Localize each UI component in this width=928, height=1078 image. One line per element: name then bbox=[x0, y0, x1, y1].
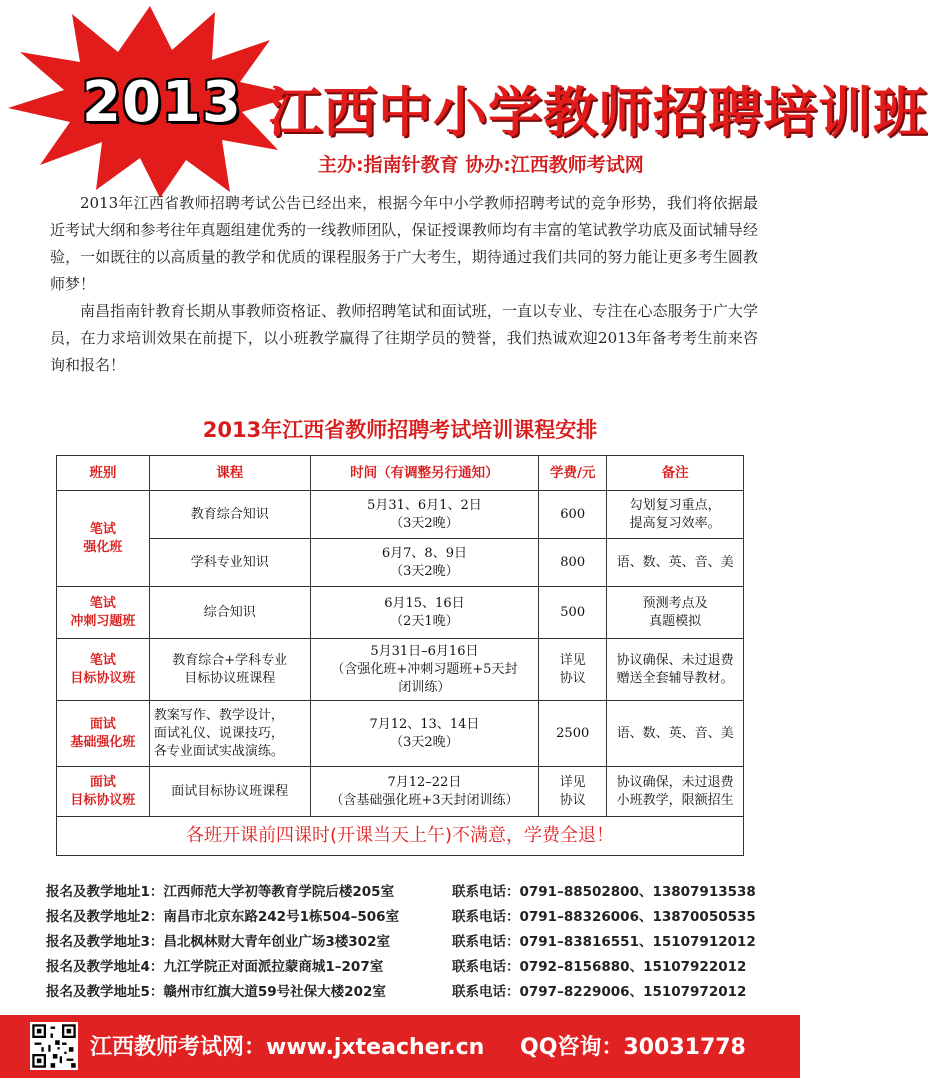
address-text: 报名及教学地址4：九江学院正对面派拉蒙商城1–207室 bbox=[46, 959, 384, 975]
time-text: （2天1晚） bbox=[390, 613, 459, 629]
note-cell bbox=[607, 587, 744, 639]
fee-cell: 800 bbox=[539, 539, 607, 587]
course-text: 各专业面试实战演练。 bbox=[153, 743, 284, 759]
table-row bbox=[57, 587, 744, 639]
class-cell bbox=[57, 587, 150, 639]
phone-text: 联系电话：0791–88326006、13870050535 bbox=[452, 909, 756, 925]
fee-text: 协议 bbox=[559, 792, 586, 808]
note-cell bbox=[607, 491, 744, 539]
fee-text: 详见 bbox=[559, 652, 586, 668]
course-cell: 教育综合知识 bbox=[149, 491, 310, 539]
fee-text: 详见 bbox=[559, 774, 586, 790]
time-text: 6月15、16日 bbox=[384, 595, 465, 611]
course-cell bbox=[149, 701, 310, 767]
address-list bbox=[46, 880, 766, 1005]
time-text: 6月7、8、9日 bbox=[381, 545, 467, 561]
course-cell: 学科专业知识 bbox=[149, 539, 310, 587]
phone-text: 联系电话：0791–88502800、13807913538 bbox=[452, 884, 756, 900]
address-row bbox=[46, 880, 766, 905]
class-name: 目标协议班 bbox=[70, 670, 136, 686]
website-link[interactable]: 江西教师考试网：www.jxteacher.cn bbox=[90, 1035, 485, 1060]
time-cell bbox=[310, 639, 539, 701]
time-text: （3天2晚） bbox=[390, 734, 459, 750]
class-cell bbox=[57, 639, 150, 701]
class-name: 面试 bbox=[89, 774, 116, 790]
note-cell: 语、数、英、音、美 bbox=[607, 539, 744, 587]
table-row bbox=[57, 491, 744, 539]
fee-cell bbox=[539, 767, 607, 817]
class-name: 笔试 bbox=[89, 652, 116, 668]
address-row bbox=[46, 905, 766, 930]
time-text: （含基础强化班+3天封闭训练） bbox=[330, 792, 519, 808]
note-cell: 语、数、英、音、美 bbox=[607, 701, 744, 767]
note-text: 赠送全套辅导教材。 bbox=[616, 670, 734, 686]
course-cell: 综合知识 bbox=[149, 587, 310, 639]
course-text: 教育综合+学科专业 bbox=[172, 652, 288, 668]
address-text: 报名及教学地址3：昌北枫林财大青年创业广场3楼302室 bbox=[46, 934, 390, 950]
qq-contact: QQ咨询：30031778 bbox=[520, 1035, 746, 1060]
table-row bbox=[57, 767, 744, 817]
class-name: 笔试 bbox=[89, 521, 116, 537]
class-name: 基础强化班 bbox=[70, 734, 136, 750]
header-time: 时间（有调整另行通知） bbox=[310, 456, 539, 491]
intro-text bbox=[50, 190, 758, 379]
time-text: 5月31日–6月16日 bbox=[370, 643, 479, 659]
footer-bar bbox=[0, 1015, 800, 1078]
note-text: 预测考点及 bbox=[642, 595, 708, 611]
fee-text: 协议 bbox=[559, 670, 586, 686]
course-cell bbox=[149, 639, 310, 701]
header-note: 备注 bbox=[607, 456, 744, 491]
time-text: （3天2晚） bbox=[390, 563, 459, 579]
qr-code-icon bbox=[30, 1022, 78, 1070]
class-cell bbox=[57, 491, 150, 587]
time-text: 闭训练） bbox=[398, 679, 451, 695]
address-row bbox=[46, 980, 766, 1005]
table-header-row bbox=[57, 456, 744, 491]
note-text: 小班教学，限额招生 bbox=[616, 792, 734, 808]
class-cell bbox=[57, 701, 150, 767]
fee-cell: 2500 bbox=[539, 701, 607, 767]
note-text: 协议确保，未过退费 bbox=[616, 774, 734, 790]
class-name: 笔试 bbox=[89, 595, 116, 611]
time-text: 7月12、13、14日 bbox=[369, 716, 480, 732]
time-cell bbox=[310, 491, 539, 539]
time-text: 5月31、6月1、2日 bbox=[367, 497, 482, 513]
refund-guarantee: 各班开课前四课时(开课当天上午)不满意，学费全退！ bbox=[57, 817, 744, 856]
note-cell bbox=[607, 639, 744, 701]
phone-text: 联系电话：0791–83816551、15107912012 bbox=[452, 934, 756, 950]
course-text: 目标协议班课程 bbox=[184, 670, 276, 686]
time-cell bbox=[310, 701, 539, 767]
guarantee-row bbox=[57, 817, 744, 856]
year-label: 2013 bbox=[82, 70, 242, 135]
phone-text: 联系电话：0792–8156880、15107922012 bbox=[452, 959, 747, 975]
time-text: 7月12–22日 bbox=[387, 774, 462, 790]
address-row bbox=[46, 955, 766, 980]
note-text: 勾划复习重点， bbox=[629, 497, 721, 513]
schedule-title: 2013年江西省教师招聘考试培训课程安排 bbox=[202, 418, 598, 442]
course-text: 教案写作、教学设计， bbox=[153, 707, 284, 723]
intro-paragraph-1: 2013年江西省教师招聘考试公告已经出来，根据今年中小学教师招聘考试的竞争形势，我们将依据最近考试大纲和参考往年真题组建优秀的一线教师团队，保证授课教师均有丰富的笔试教学功底及面试辅导经验，一如既往的以高质量的教学和优质的课程服务于广大考生，期待通过我们共同的努力能让更多考生圆教师梦！ bbox=[50, 194, 758, 293]
address-row bbox=[46, 930, 766, 955]
note-text: 提高复习效率。 bbox=[629, 515, 721, 531]
course-text: 面试礼仪、说课技巧， bbox=[153, 725, 284, 741]
page-title: 江西中小学教师招聘培训班 bbox=[268, 81, 928, 144]
address-text: 报名及教学地址1：江西师范大学初等教育学院后楼205室 bbox=[46, 884, 395, 900]
header-course: 课程 bbox=[149, 456, 310, 491]
class-name: 冲刺习题班 bbox=[70, 613, 136, 629]
class-name: 面试 bbox=[89, 716, 116, 732]
address-text: 报名及教学地址2：南昌市北京东路242号1栋504–506室 bbox=[46, 909, 400, 925]
fee-cell: 600 bbox=[539, 491, 607, 539]
note-text: 真题模拟 bbox=[649, 613, 702, 629]
time-text: （3天2晚） bbox=[390, 515, 459, 531]
address-text: 报名及教学地址5：赣州市红旗大道59号社保大楼202室 bbox=[46, 984, 386, 1000]
table-row bbox=[57, 539, 744, 587]
class-name: 目标协议班 bbox=[70, 792, 136, 808]
schedule-table bbox=[56, 455, 744, 856]
course-cell: 面试目标协议班课程 bbox=[149, 767, 310, 817]
intro-paragraph-2: 南昌指南针教育长期从事教师资格证、教师招聘笔试和面试班，一直以专业、专注在心态服务于广大学员，在力求培训效果在前提下，以小班教学赢得了往期学员的赞誉，我们热诚欢迎2013年备考考生前来咨询和报名！ bbox=[50, 302, 758, 374]
header-class: 班别 bbox=[57, 456, 150, 491]
time-cell bbox=[310, 539, 539, 587]
fee-cell bbox=[539, 639, 607, 701]
phone-text: 联系电话：0797–8229006、15107972012 bbox=[452, 984, 747, 1000]
table-row bbox=[57, 701, 744, 767]
time-cell bbox=[310, 767, 539, 817]
class-cell bbox=[57, 767, 150, 817]
note-text: 协议确保、未过退费 bbox=[616, 652, 734, 668]
note-cell bbox=[607, 767, 744, 817]
time-cell bbox=[310, 587, 539, 639]
class-name: 强化班 bbox=[83, 539, 123, 555]
table-row bbox=[57, 639, 744, 701]
time-text: （含强化班+冲刺习题班+5天封 bbox=[331, 661, 518, 677]
organizer-subtitle: 主办:指南针教育 协办:江西教师考试网 bbox=[318, 154, 644, 176]
header-fee: 学费/元 bbox=[539, 456, 607, 491]
fee-cell: 500 bbox=[539, 587, 607, 639]
